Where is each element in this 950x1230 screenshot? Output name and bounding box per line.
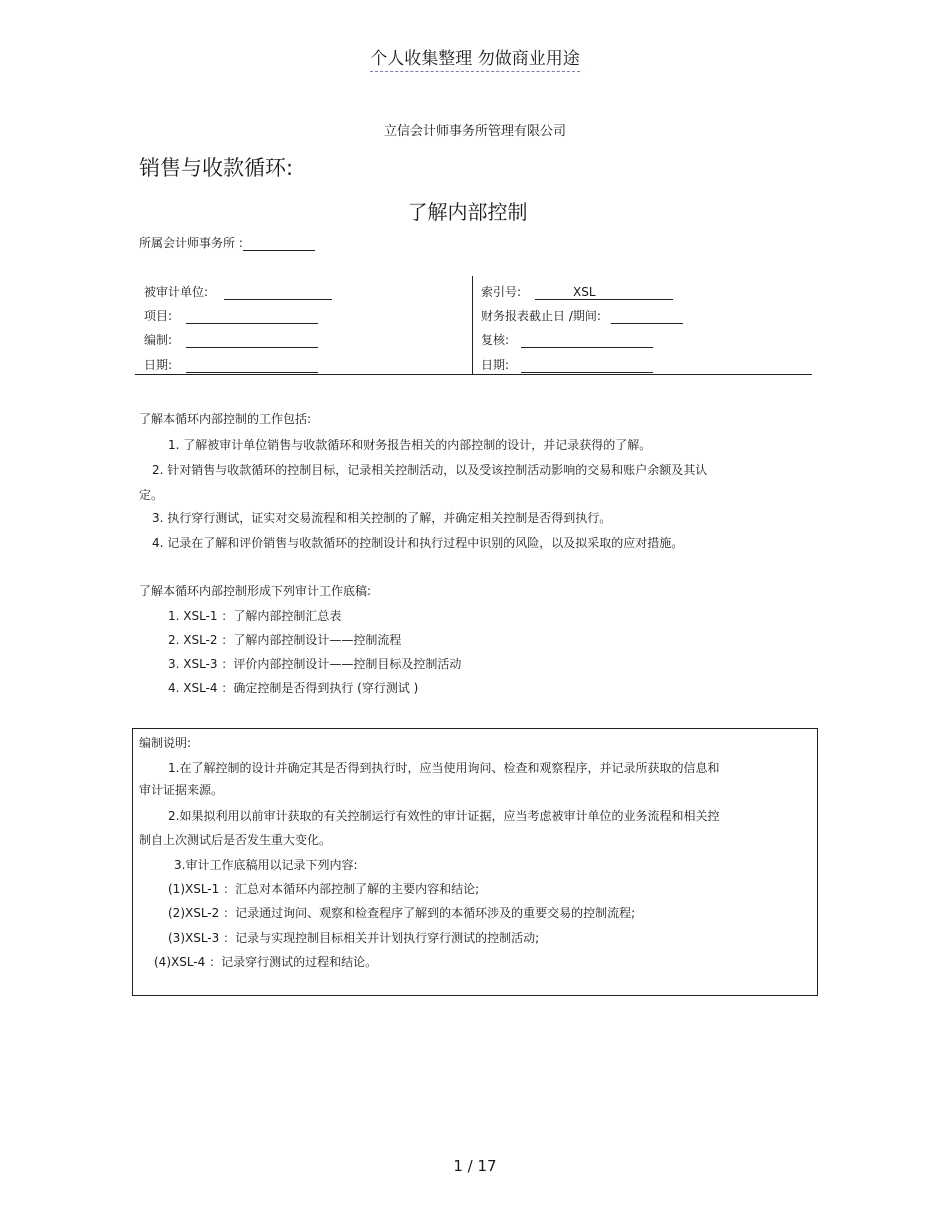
date-label-left: 日期: bbox=[144, 358, 173, 372]
date-blank-left[interactable] bbox=[186, 359, 318, 373]
project-field bbox=[144, 307, 318, 324]
work-item: 3. 执行穿行测试，证实对交易流程和相关控制的了解，并确定相关控制是否得到执行。 bbox=[152, 511, 612, 525]
notes-line: (4)XSL-4 ：记录穿行测试的过程和结论。 bbox=[154, 955, 378, 969]
period-field bbox=[481, 307, 683, 324]
auditee-label: 被审计单位: bbox=[144, 285, 209, 299]
page-header bbox=[0, 44, 950, 69]
prepared-blank[interactable] bbox=[186, 334, 318, 348]
page-number: 1 / 17 bbox=[453, 1157, 497, 1175]
work-item-continued: 定。 bbox=[139, 488, 164, 502]
work-intro: 了解本循环内部控制的工作包括: bbox=[139, 412, 312, 426]
review-label: 复核: bbox=[481, 333, 510, 347]
notes-line: (3)XSL-3 ：记录与实现控制目标相关并计划执行穿行测试的控制活动; bbox=[168, 931, 540, 945]
affiliation-field bbox=[139, 234, 315, 251]
document-title: 销售与收款循环: bbox=[139, 156, 294, 180]
work-item: 1. 了解被审计单位销售与收款循环和财务报告相关的内部控制的设计，并记录获得的了解。 bbox=[168, 438, 652, 452]
auditee-blank[interactable] bbox=[224, 286, 332, 300]
auditee-field bbox=[144, 283, 332, 300]
notes-box bbox=[132, 728, 818, 996]
period-blank[interactable] bbox=[611, 310, 683, 324]
info-table bbox=[135, 276, 812, 375]
notes-line: (2)XSL-2 ：记录通过询问、观察和检查程序了解到的本循环涉及的重要交易的控制流程; bbox=[168, 906, 636, 920]
date-field-left bbox=[144, 356, 318, 373]
notes-line: 1.在了解控制的设计并确定其是否得到执行时，应当使用询问、检查和观察程序，并记录所获取的信息和 bbox=[168, 761, 720, 775]
period-label: 财务报表截止日 /期间: bbox=[481, 309, 601, 323]
index-value[interactable]: XSL bbox=[535, 285, 673, 300]
affiliation-blank[interactable] bbox=[243, 237, 315, 251]
date-label-right: 日期: bbox=[481, 358, 510, 372]
work-item: 4. 记录在了解和评价销售与收款循环的控制设计和执行过程中识别的风险，以及拟采取的应对措施。 bbox=[152, 536, 684, 550]
paper-item: 4. XSL-4 ：确定控制是否得到执行 (穿行测试 ) bbox=[168, 681, 419, 695]
prepared-label: 编制: bbox=[144, 333, 173, 347]
paper-item: 3. XSL-3 ：评价内部控制设计——控制目标及控制活动 bbox=[168, 657, 462, 671]
prepared-field bbox=[144, 331, 318, 348]
project-blank[interactable] bbox=[186, 310, 318, 324]
index-label: 索引号: bbox=[481, 285, 522, 299]
papers-intro: 了解本循环内部控制形成下列审计工作底稿: bbox=[139, 584, 372, 598]
review-field bbox=[481, 331, 653, 348]
document-subtitle: 了解内部控制 bbox=[407, 200, 528, 224]
info-divider bbox=[472, 276, 473, 374]
date-blank-right[interactable] bbox=[521, 359, 653, 373]
project-label: 项目: bbox=[144, 309, 173, 323]
firm-name: 立信会计师事务所管理有限公司 bbox=[383, 124, 566, 139]
notes-line: 审计证据来源。 bbox=[139, 783, 224, 797]
page-header-text: 个人收集整理 勿做商业用途 bbox=[370, 49, 579, 72]
work-item: 2. 针对销售与收款循环的控制目标，记录相关控制活动，以及受该控制活动影响的交易和账户余额及其认 bbox=[152, 463, 708, 477]
affiliation-label: 所属会计师事务所 : bbox=[139, 236, 243, 250]
paper-item: 1. XSL-1 ：了解内部控制汇总表 bbox=[168, 609, 342, 623]
notes-line: 制自上次测试后是否发生重大变化。 bbox=[139, 833, 332, 847]
date-field-right bbox=[481, 356, 653, 373]
paper-item: 2. XSL-2 ：了解内部控制设计——控制流程 bbox=[168, 633, 402, 647]
notes-line: (1)XSL-1 ：汇总对本循环内部控制了解的主要内容和结论; bbox=[168, 882, 480, 896]
index-field bbox=[481, 283, 673, 300]
notes-line: 2.如果拟利用以前审计获取的有关控制运行有效性的审计证据，应当考虑被审计单位的业务流程和相关控 bbox=[168, 809, 720, 823]
notes-heading: 编制说明: bbox=[139, 736, 192, 750]
review-blank[interactable] bbox=[521, 334, 653, 348]
notes-line: 3.审计工作底稿用以记录下列内容: bbox=[174, 858, 358, 872]
